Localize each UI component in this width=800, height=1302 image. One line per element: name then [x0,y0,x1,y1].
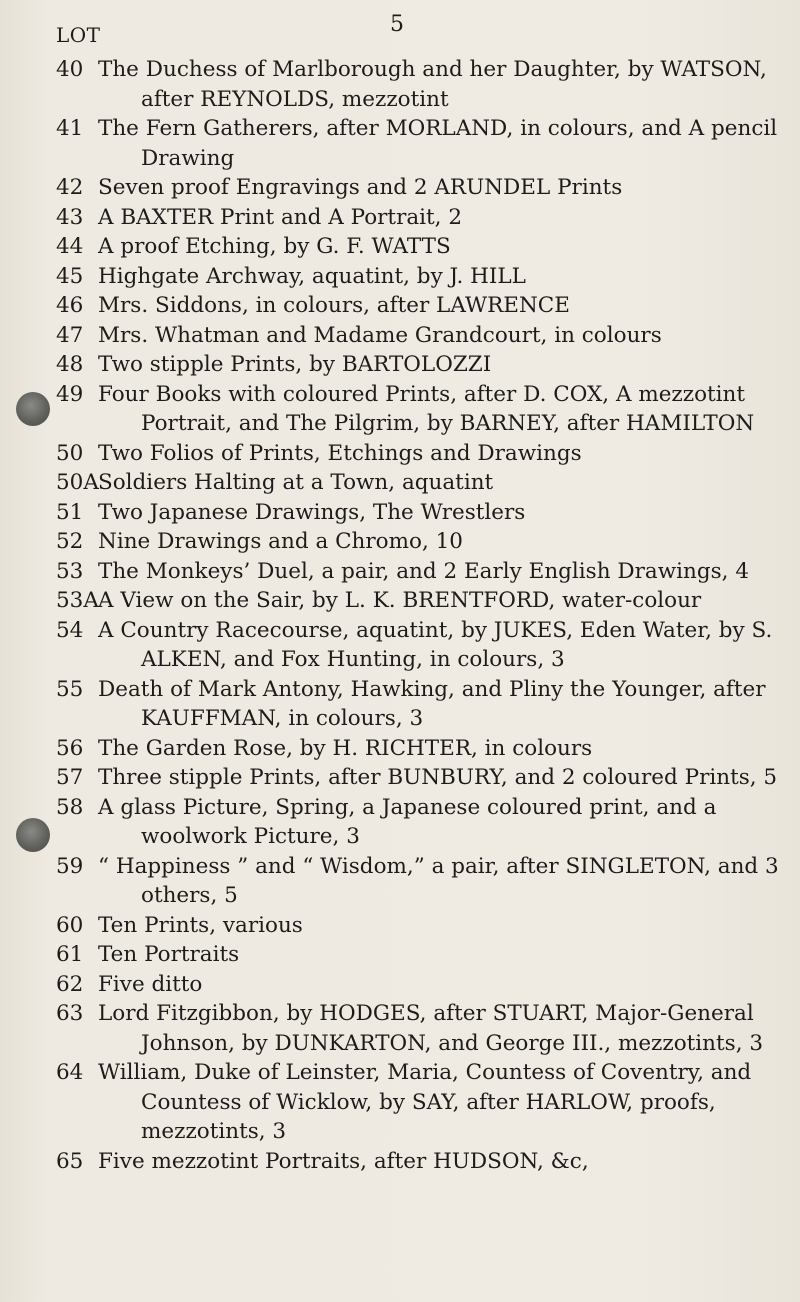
lot-description: Four Books with coloured Prints, after D. COX, A mezzotint Portrait, and The Pilgrim, by BARNEY, after HAMILTON [98,381,755,436]
binding-hole [16,392,50,426]
lot-entry [56,852,796,911]
lot-entry [56,439,796,469]
lot-number: 45 [56,263,84,289]
lot-description: Seven proof Engravings and 2 ARUNDEL Prints [98,175,623,200]
page-number: 5 [390,12,404,37]
lot-entry [56,586,796,616]
lot-entry [56,173,796,203]
lot-number: 64 [56,1060,84,1085]
lot-entry [56,616,796,675]
lot-description: The Garden Rose, by H. RICHTER, in colours [98,735,593,761]
lot-number: 51 [56,499,84,525]
lot-description: Two Folios of Prints, Etchings and Drawings [98,440,582,466]
lot-entry [56,321,796,351]
lot-number: 62 [56,971,84,997]
lot-description: The Duchess of Marlborough and her Daughter, by WATSON, after REYNOLDS, mezzotint [98,57,767,112]
lot-number: 55 [56,676,84,702]
lot-number: 43 [56,204,84,230]
lot-number: 48 [56,352,84,377]
lot-entry [56,763,796,793]
lot-entry [56,527,796,557]
lot-entry [56,675,796,734]
binding-hole [16,818,50,852]
lot-number: 50A [56,470,99,495]
lot-number: 49 [56,381,84,407]
lot-entry [56,498,796,528]
lot-description: “ Happiness ” and “ Wisdom,” a pair, after SINGLETON, and 3 others, 5 [98,853,779,908]
lot-description: Two stipple Prints, by BARTOLOZZI [98,352,492,377]
lot-description: A Country Racecourse, aquatint, by JUKES, Eden Water, by S. ALKEN, and Fox Hunting, in colours, 3 [98,617,773,672]
lot-entry [56,114,796,173]
lot-description: Three stipple Prints, after BUNBURY, and 2 coloured Prints, 5 [98,765,778,790]
lot-number: 61 [56,942,84,967]
lot-description: Five ditto [98,971,203,997]
lot-number: 63 [56,1001,84,1026]
lot-description: A glass Picture, Spring, a Japanese coloured print, and a woolwork Picture, 3 [98,794,717,849]
lot-entry [56,557,796,587]
lot-number: 53A [56,588,99,613]
lot-entry [56,940,796,970]
lot-description: Highgate Archway, aquatint, by J. HILL [98,263,526,289]
lot-number: 56 [56,735,84,761]
lot-entry [56,970,796,1000]
lot-description: Death of Mark Antony, Hawking, and Pliny the Younger, after KAUFFMAN, in colours, 3 [98,676,766,731]
lot-description: Mrs. Whatman and Madame Grandcourt, in colours [98,322,662,348]
lot-entry [56,262,796,292]
lot-number: 54 [56,617,84,643]
lot-entry [56,291,796,321]
lot-entry [56,999,796,1058]
lot-number: 59 [56,853,84,879]
lot-number: 52 [56,529,84,554]
lot-description: William, Duke of Leinster, Maria, Countess of Coventry, and Countess of Wicklow, by SAY, after HARLOW, proofs, mezzotints, 3 [98,1060,752,1144]
lot-description: A View on the Sair, by L. K. BRENTFORD, water-colour [98,588,702,613]
lot-entry [56,232,796,262]
lot-number: 47 [56,322,84,348]
lot-description: Ten Portraits [98,942,240,967]
lot-list [56,55,796,1176]
lot-entry [56,203,796,233]
lot-entry [56,350,796,380]
lot-entry [56,1147,796,1177]
lot-number: 44 [56,234,84,259]
lot-description: Two Japanese Drawings, The Wrestlers [98,499,526,525]
lot-description: Lord Fitzgibbon, by HODGES, after STUART, Major-General Johnson, by DUNKARTON, and George III., mezzotints, 3 [98,1001,764,1056]
lot-description: Five mezzotint Portraits, after HUDSON, &c, [98,1148,589,1174]
lot-number: 40 [56,57,84,82]
lot-entry [56,793,796,852]
lot-number: 46 [56,293,84,318]
lot-entry [56,468,796,498]
lot-description: Nine Drawings and a Chromo, 10 [98,529,463,554]
lot-description: Ten Prints, various [98,912,303,938]
lot-number: 57 [56,765,84,790]
lot-description: Mrs. Siddons, in colours, after LAWRENCE [98,293,570,318]
lot-number: 41 [56,116,84,141]
lot-entry [56,55,796,114]
lot-description: A BAXTER Print and A Portrait, 2 [98,204,463,230]
lot-entry [56,734,796,764]
lot-number: 60 [56,912,84,938]
lot-entry [56,1058,796,1147]
lot-description: The Monkeys’ Duel, a pair, and 2 Early English Drawings, 4 [98,558,749,584]
lot-column-header: LOT [56,23,101,47]
lot-number: 42 [56,175,84,200]
lot-description: A proof Etching, by G. F. WATTS [98,234,451,259]
lot-number: 58 [56,794,84,820]
lot-number: 65 [56,1148,84,1174]
lot-entry [56,380,796,439]
lot-description: The Fern Gatherers, after MORLAND, in colours, and A pencil Drawing [98,116,778,171]
lot-entry [56,911,796,941]
lot-description: Soldiers Halting at a Town, aquatint [98,470,494,495]
lot-number: 53 [56,558,84,584]
lot-number: 50 [56,440,84,466]
